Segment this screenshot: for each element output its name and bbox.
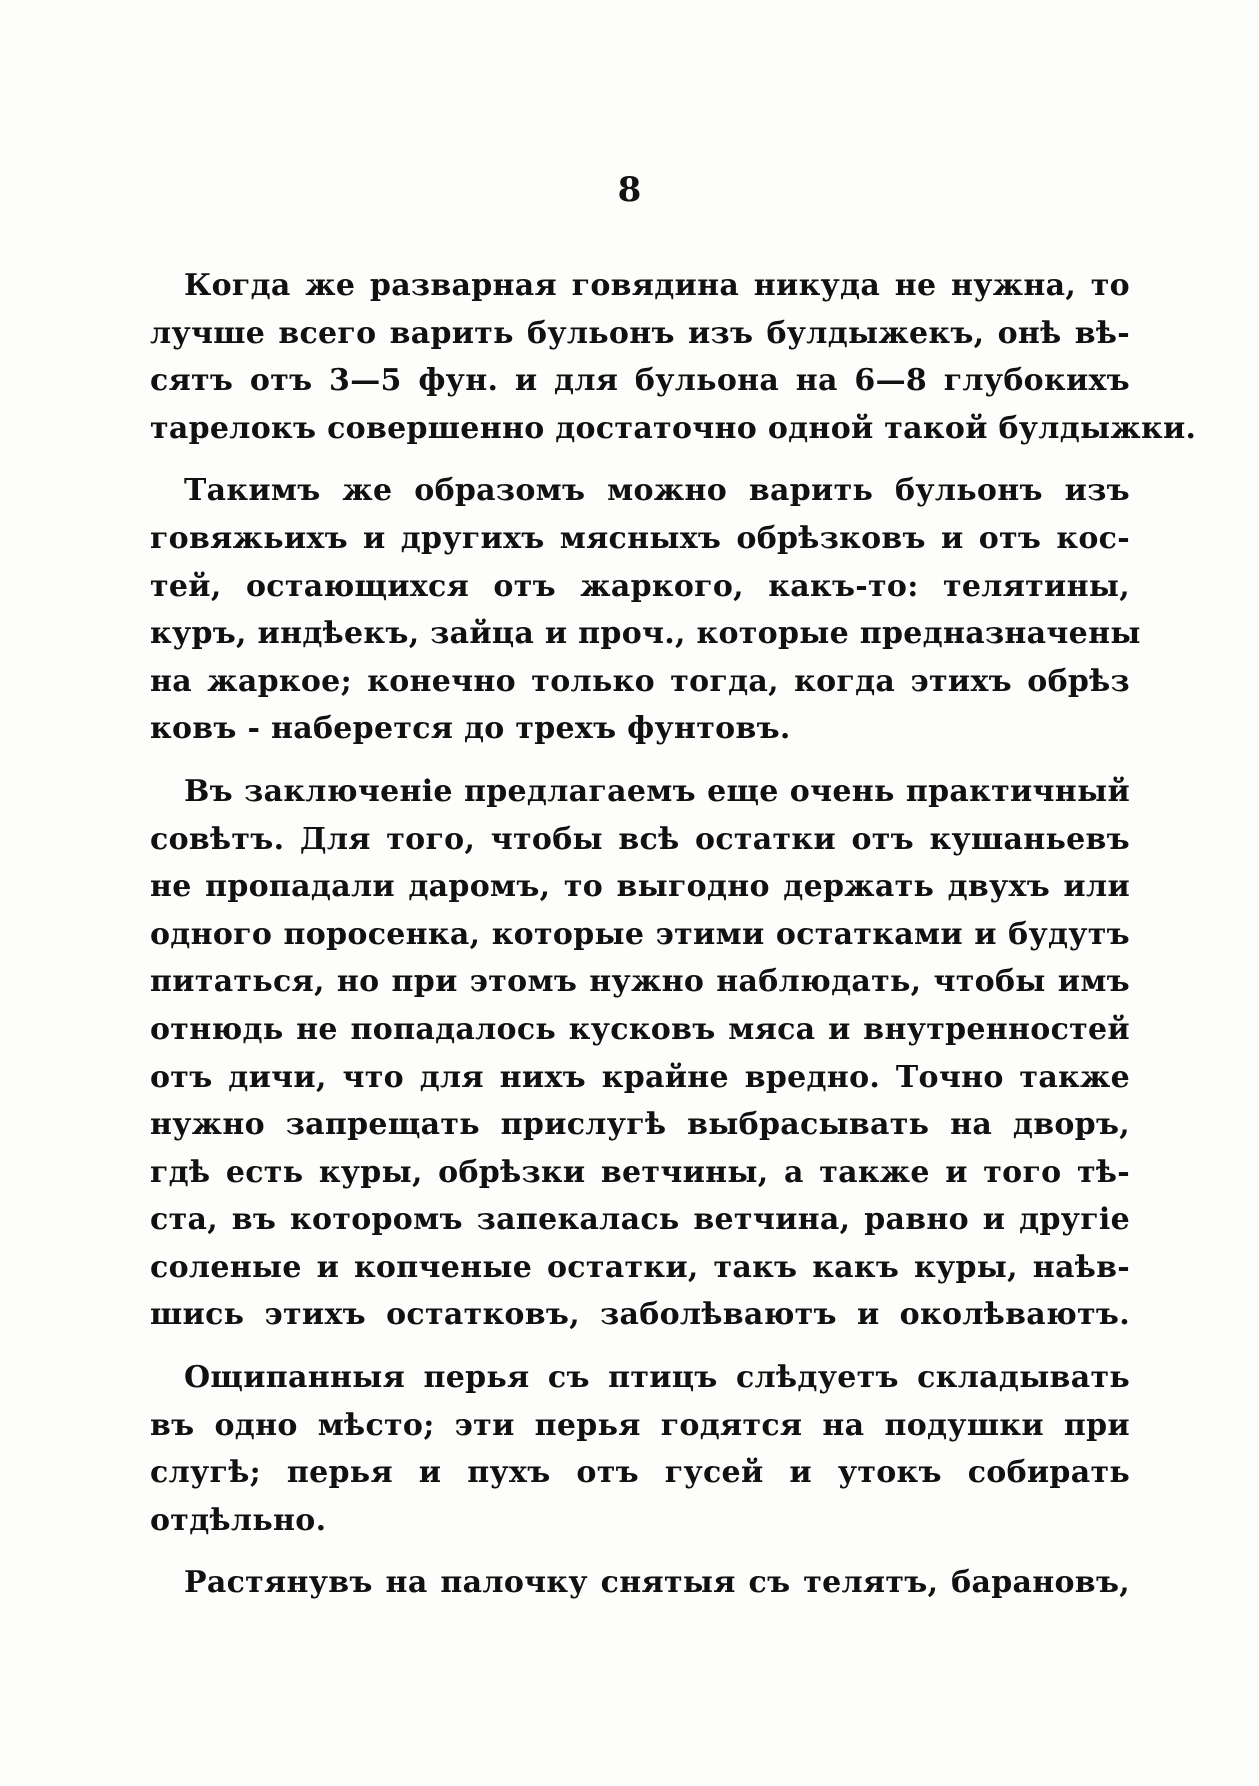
page-body (150, 262, 1197, 1622)
text-line: совѣтъ. Для того, чтобы всѣ остатки отъ кушаньевъ (150, 821, 1130, 857)
page-number: 8 (617, 170, 642, 210)
text-line: куръ, индѣекъ, зайца и проч., которые предназначены (150, 616, 1141, 652)
text-line: питаться, но при этомъ нужно наблюдать, чтобы имъ (150, 964, 1130, 1000)
text-line: тарелокъ совершенно достаточно одной такой булдыжки. (150, 410, 1197, 446)
text-line: въ одно мѣсто; эти перья годятся на подушки при (150, 1407, 1130, 1443)
text-line: ста, въ которомъ запекалась ветчина, равно и другіе (150, 1202, 1130, 1238)
text-line: сятъ отъ 3—5 фун. и для бульона на 6—8 глубокихъ (150, 363, 1130, 399)
paragraph-4 (150, 1354, 1130, 1544)
text-line: отъ дичи, что для нихъ крайне вредно. Точно также (150, 1059, 1130, 1095)
paragraph-5 (150, 1559, 1130, 1607)
paragraph-1 (150, 262, 1197, 452)
text-line: нужно запрещать прислугѣ выбрасывать на дворъ, (150, 1107, 1130, 1143)
text-line: шись этихъ остатковъ, заболѣваютъ и околѣваютъ. (150, 1297, 1130, 1333)
paragraph-2 (150, 467, 1141, 753)
text-line: говяжьихъ и другихъ мясныхъ обрѣзковъ и отъ кос- (150, 520, 1130, 556)
text-line: гдѣ есть куры, обрѣзки ветчины, а также и того тѣ- (150, 1154, 1130, 1190)
text-line: ковъ - наберется до трехъ фунтовъ. (150, 711, 791, 747)
text-line: слугѣ; перья и пухъ отъ гусей и утокъ собирать (150, 1455, 1130, 1491)
text-line: отнюдь не попадалось кусковъ мяса и внутренностей (150, 1011, 1130, 1047)
text-line: Ощипанныя перья съ птицъ слѣдуетъ складывать (184, 1360, 1130, 1396)
text-line: Въ заключеніе предлагаемъ еще очень практичный (184, 773, 1130, 809)
text-line: Когда же разварная говядина никуда не нужна, то (184, 268, 1130, 303)
text-line: соленые и копченые остатки, такъ какъ куры, наѣв- (150, 1249, 1130, 1285)
paragraph-3 (150, 768, 1130, 1339)
text-line: тей, остающихся отъ жаркого, какъ-то: телятины, (150, 568, 1130, 604)
text-line: отдѣльно. (150, 1502, 327, 1538)
text-line: Такимъ же образомъ можно варить бульонъ изъ (184, 473, 1130, 509)
text-line: не пропадали даромъ, то выгодно держать двухъ или (150, 869, 1130, 905)
text-line: на жаркое; конечно только тогда, когда этихъ обрѣз (150, 663, 1130, 699)
text-line: лучше всего варить бульонъ изъ булдыжекъ, онѣ вѣ- (150, 315, 1130, 351)
text-line: одного поросенка, которые этими остатками и будутъ (150, 916, 1130, 952)
text-line: Растянувъ на палочку снятыя съ телятъ, барановъ, (184, 1565, 1130, 1601)
